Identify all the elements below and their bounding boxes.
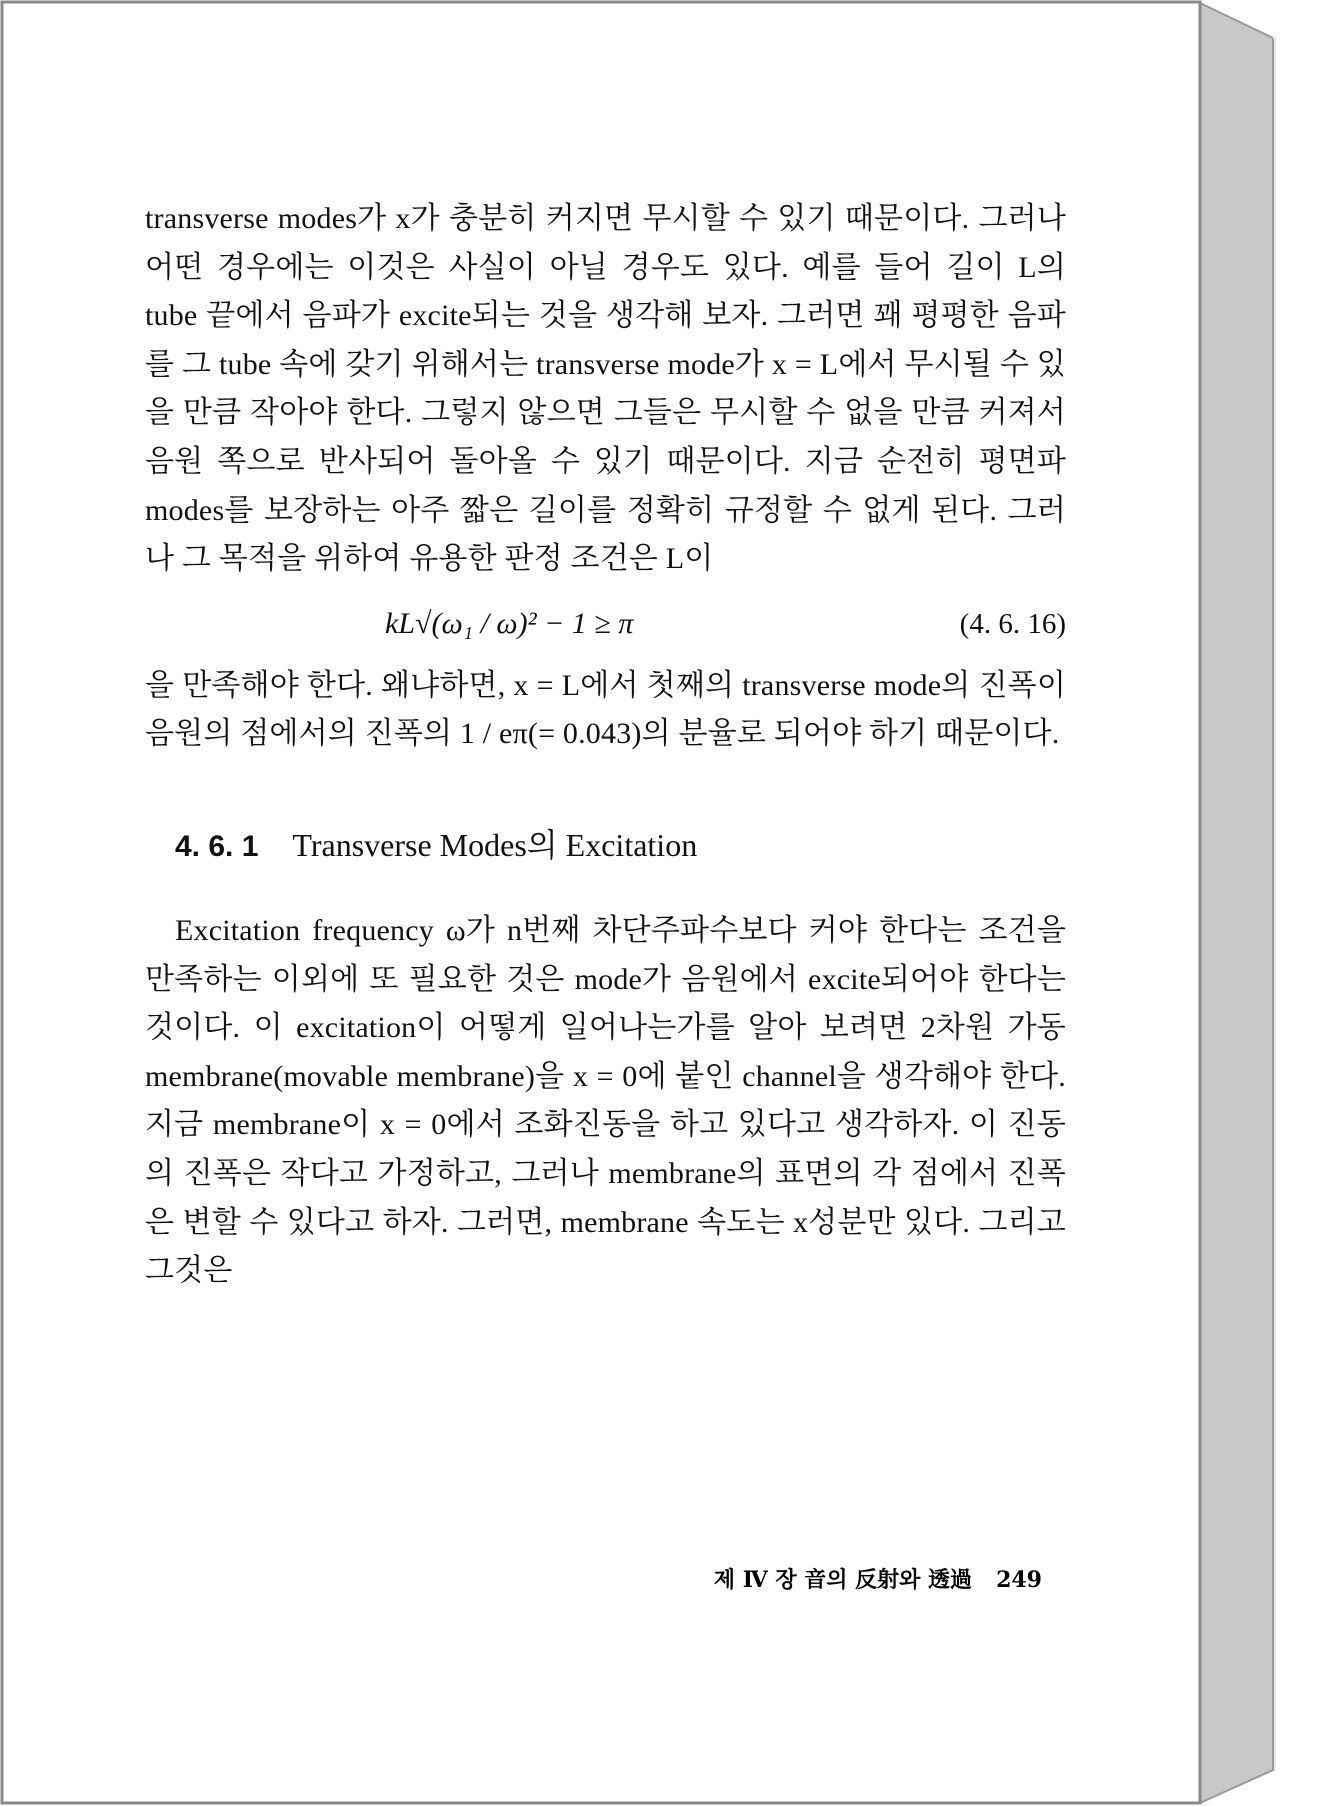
equation-4-6-16: kL√(ω₁ / ω)² − 1 ≥ π: [385, 606, 634, 640]
paragraph-excitation: Excitation frequency ω가 n번째 차단주파수보다 커야 한다는 조건을 만족하는 이외에 또 필요한 것은 mode가 음원에서 excite되어야 한다는 것이다. 이 excitation이 어떻게 일어나는가를 알아 보려면 2차원 가동 membrane(movable membrane)을 x = 0에 붙인 channel을 생각해야 한다. 지금 membrane이 x = 0에서 조화진동을 하고 있다고 생각하자. 이 진동의 진폭은 작다고 가정하고, 그러나 membrane의 표면의 각 점에서 진폭은 변할 수 있다고 하자. 그러면, membrane 속도는 x성분만 있다. 그리고 그것은: [145, 913, 1066, 1288]
page-body: [145, 195, 1066, 1296]
section-title: Transverse Modes의 Excitation: [292, 826, 698, 863]
section-number: 4. 6. 1: [175, 829, 259, 863]
page-number: 249: [996, 1567, 1042, 1593]
equation-block: [145, 596, 1066, 656]
footer-chapter-title: 제 Ⅳ 장 音의 反射와 透過: [713, 1567, 973, 1593]
page-footer: [600, 1563, 1042, 1594]
paragraph-condition: 을 만족해야 한다. 왜냐하면, x = L에서 첫째의 transverse mode의 진폭이 음원의 점에서의 진폭의 1 / eπ(= 0.043)의 분율로 되어야 하기 때문이다.: [145, 668, 1066, 751]
paragraph-intro: transverse modes가 x가 충분히 커지면 무시할 수 있기 때문이다. 그러나 어떤 경우에는 이것은 사실이 아닐 경우도 있다. 예를 들어 길이 L의 tube 끝에서 음파가 excite되는 것을 생각해 보자. 그러면 꽤 평평한 음파를 그 tube 속에 갖기 위해서는 transverse mode가 x = L에서 무시될 수 있을 만큼 작아야 한다. 그렇지 않으면 그들은 무시할 수 없을 만큼 커져서 음원 쪽으로 반사되어 돌아올 수 있기 때문이다. 지금 순전히 평면파 modes를 보장하는 아주 짧은 길이를 정확히 규정할 수 없게 된다. 그러나 그 목적을 위하여 유용한 판정 조건은 L이: [145, 202, 1066, 576]
section-heading: [175, 823, 1066, 869]
equation-number: (4. 6. 16): [959, 607, 1066, 640]
